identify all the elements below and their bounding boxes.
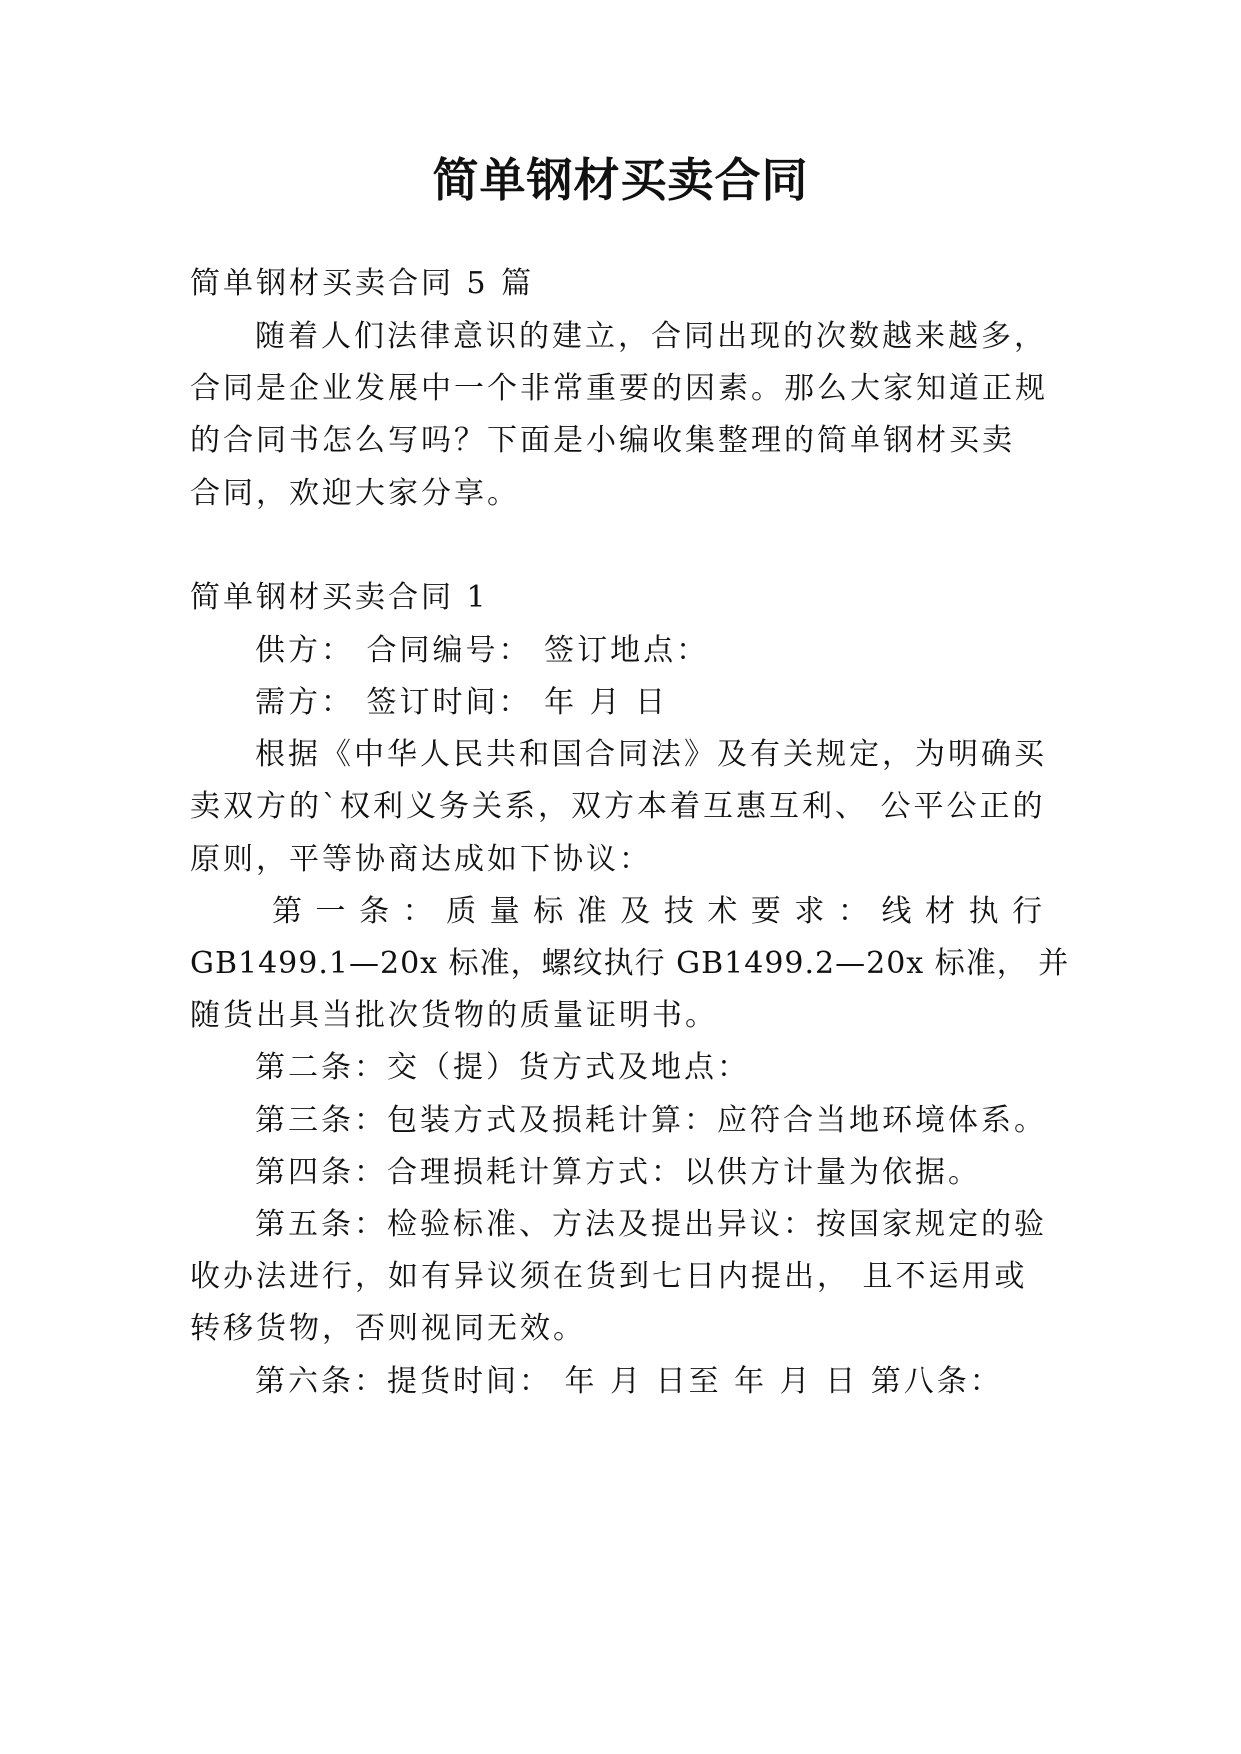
article-2: 第二条：交（提）货方式及地点： xyxy=(255,1050,750,1085)
article-5-line-1: 第五条：检验标准、方法及提出异议：按国家规定的验 xyxy=(255,1207,1047,1242)
buyer-line: 需方： 签订时间： 年 月 日 xyxy=(255,685,669,720)
intro-line-2: 合同是企业发展中一个非常重要的因素。那么大家知道正规 xyxy=(190,371,1048,406)
article-3: 第三条：包装方式及损耗计算：应符合当地环境体系。 xyxy=(255,1103,1047,1138)
article-1-line-2: GB1499.1—20x 标准，螺纹执行 GB1499.2—20x 标准， 并 xyxy=(190,946,1070,981)
preamble-line-1: 根据《中华人民共和国合同法》及有关规定，为明确买 xyxy=(255,737,1047,772)
article-1-line-1: 第 一 条 ： 质 量 标 准 及 技 术 要 求 ： 线 材 执 行 xyxy=(272,894,1045,929)
intro-line-4: 合同，欢迎大家分享。 xyxy=(190,476,520,511)
article-6: 第六条：提货时间： 年 月 日至 年 月 日 第八条： xyxy=(255,1364,1003,1399)
intro-line-1: 随着人们法律意识的建立，合同出现的次数越来越多， xyxy=(255,319,1047,354)
intro-line-3: 的合同书怎么写吗？下面是小编收集整理的简单钢材买卖 xyxy=(190,423,1015,458)
article-5-line-2: 收办法进行，如有异议须在货到七日内提出， 且不运用或 xyxy=(190,1259,1028,1294)
section-heading: 简单钢材买卖合同 1 xyxy=(190,580,489,615)
document-title: 简单钢材买卖合同 xyxy=(432,153,809,207)
article-1-line-3: 随货出具当批次货物的质量证明书。 xyxy=(190,998,718,1033)
preamble-line-3: 原则，平等协商达成如下协议： xyxy=(190,842,652,877)
preamble-line-2: 卖双方的`权利义务关系，双方本着互惠互利、 公平公正的 xyxy=(190,789,1046,824)
supplier-line: 供方： 合同编号： 签订地点： xyxy=(255,633,710,668)
article-4: 第四条：合理损耗计算方式：以供方计量为依据。 xyxy=(255,1155,981,1190)
article-5-line-3: 转移货物，否则视同无效。 xyxy=(190,1311,586,1346)
subtitle-line: 简单钢材买卖合同 5 篇 xyxy=(190,266,535,301)
